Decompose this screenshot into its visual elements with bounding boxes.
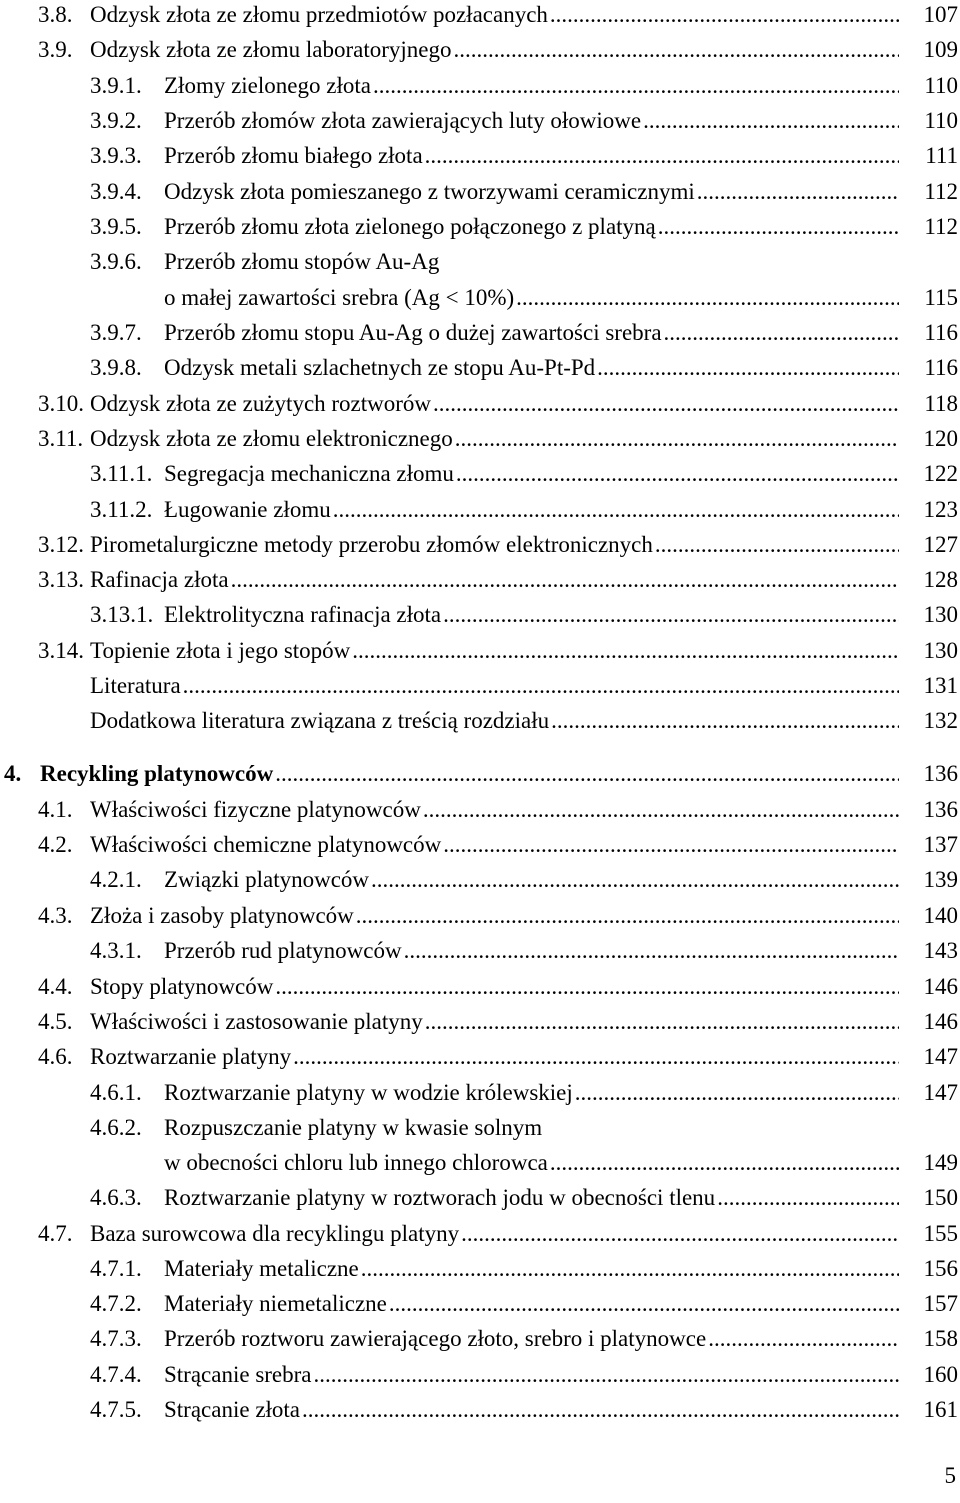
toc-entry-number: 3.9.8.	[90, 355, 142, 380]
toc-entry-page: 160	[923, 1362, 958, 1387]
dot-leader	[425, 143, 899, 169]
dot-leader	[643, 108, 899, 134]
toc-entry-title: Właściwości chemiczne platynowców	[90, 832, 442, 857]
toc-entry	[0, 1395, 960, 1430]
toc-entry	[0, 1078, 960, 1113]
toc-entry-title: Literatura	[90, 673, 181, 698]
toc-entry-title: Baza surowcowa dla recyklingu platyny	[90, 1221, 460, 1246]
toc-entry-page: 111	[925, 143, 958, 168]
toc-entry	[0, 71, 960, 106]
toc-entry-page: 136	[923, 797, 958, 822]
dot-leader	[275, 974, 899, 1000]
toc-entry-number: 4.7.1.	[90, 1256, 142, 1281]
toc-entry	[0, 177, 960, 212]
toc-entry	[0, 1289, 960, 1324]
toc-entry-title: Dodatkowa literatura związana z treścią rozdziału	[90, 708, 550, 733]
toc-entry	[0, 795, 960, 830]
dot-leader	[658, 214, 899, 240]
dot-leader	[697, 179, 899, 205]
toc-entry-title: Złomy zielonego złota	[164, 73, 371, 98]
toc-entry-number: 3.11.2.	[90, 497, 153, 522]
toc-entry-number: 3.13.1.	[90, 602, 154, 627]
toc-entry-page: 146	[923, 1009, 958, 1034]
toc-entry-title: Strącanie złota	[164, 1397, 301, 1422]
toc-entry	[0, 1113, 960, 1148]
toc-entry-title: Właściwości i zastosowanie platyny	[90, 1009, 423, 1034]
toc-entry-number: 3.9.1.	[90, 73, 142, 98]
toc-entry-number: 3.10.	[38, 391, 84, 416]
toc-entry-title: Właściwości fizyczne platynowców	[90, 797, 421, 822]
toc-entry	[0, 212, 960, 247]
toc-entry	[0, 865, 960, 900]
toc-entry-number: 4.6.	[38, 1044, 73, 1069]
toc-entry-page: 143	[923, 938, 958, 963]
dot-leader	[550, 2, 899, 28]
dot-leader	[314, 1362, 899, 1388]
toc-entry-number: 3.9.5.	[90, 214, 142, 239]
toc-entry-title: Przerób złomu stopu Au-Ag o dużej zawartości srebra	[164, 320, 662, 345]
toc-entry-number: 3.9.2.	[90, 108, 142, 133]
toc-entry	[0, 830, 960, 865]
toc-entry-page: 161	[923, 1397, 958, 1422]
toc-entry-number: 4.4.	[38, 974, 73, 999]
toc-entry-page: 107	[923, 2, 958, 27]
toc-entry-title: Złoża i zasoby platynowców	[90, 903, 354, 928]
toc-entry-page: 120	[923, 426, 958, 451]
toc-entry-page: 130	[923, 602, 958, 627]
toc-entry	[0, 353, 960, 388]
toc-entry-page: 115	[924, 285, 958, 310]
toc-entry-title: Rafinacja złota	[90, 567, 229, 592]
dot-leader	[361, 1256, 899, 1282]
toc-entry-page: 130	[923, 638, 958, 663]
toc-entry-number: 3.9.	[38, 37, 73, 62]
toc-entry	[0, 0, 960, 35]
toc-entry-title: Stopy platynowców	[90, 974, 274, 999]
toc-entry	[0, 600, 960, 635]
toc-entry	[0, 106, 960, 141]
toc-entry-title: Strącanie srebra	[164, 1362, 312, 1387]
toc-entry-title: Odzysk metali szlachetnych ze stopu Au-Pt-Pd	[164, 355, 596, 380]
toc-entry-number: 4.	[4, 761, 22, 786]
toc-entry	[0, 495, 960, 530]
toc-entry-number: 3.9.4.	[90, 179, 142, 204]
toc-entry	[0, 389, 960, 424]
toc-entry	[0, 936, 960, 971]
toc-entry-number: 3.13.	[38, 567, 84, 592]
toc-entry-number: 4.2.	[38, 832, 73, 857]
dot-leader	[550, 1150, 899, 1176]
toc-entry-page: 128	[923, 567, 958, 592]
dot-leader	[664, 320, 899, 346]
dot-leader	[423, 797, 899, 823]
dot-leader	[275, 761, 899, 787]
toc-entry	[0, 424, 960, 459]
toc-entry-title: Roztwarzanie platyny w wodzie królewskiej	[164, 1080, 573, 1105]
toc-entry-title: Ługowanie złomu	[164, 497, 331, 522]
toc-entry-number: 3.14.	[38, 638, 84, 663]
toc-entry	[0, 565, 960, 600]
toc-entry-title: Topienie złota i jego stopów	[90, 638, 351, 663]
toc-entry-page: 136	[923, 761, 958, 786]
toc-entry-number: 4.7.4.	[90, 1362, 142, 1387]
toc-entry-page: 147	[923, 1044, 958, 1069]
toc-entry	[0, 35, 960, 70]
toc-entry-title: Recykling platynowców	[40, 761, 274, 786]
toc-entry-title: Pirometalurgiczne metody przerobu złomów elektronicznych	[90, 532, 653, 557]
dot-leader	[404, 938, 899, 964]
toc-entry	[0, 901, 960, 936]
dot-leader	[371, 867, 899, 893]
toc-entry	[0, 972, 960, 1007]
toc-entry	[0, 1254, 960, 1289]
toc-entry-page: 137	[923, 832, 958, 857]
toc-entry-number: 4.6.3.	[90, 1185, 142, 1210]
toc-entry-title: Roztwarzanie platyny	[90, 1044, 292, 1069]
toc-entry-page: 158	[923, 1326, 958, 1351]
toc-entry-page: 110	[924, 108, 958, 133]
dot-leader	[333, 497, 899, 523]
toc-entry-number: 4.2.1.	[90, 867, 142, 892]
dot-leader	[455, 426, 899, 452]
toc-entry	[0, 318, 960, 353]
toc-entry-number: 4.1.	[38, 797, 73, 822]
dot-leader	[183, 673, 899, 699]
dot-leader	[352, 638, 899, 664]
dot-leader	[443, 602, 899, 628]
toc-entry-title: Przerób złomu stopów Au-Ag	[164, 249, 440, 274]
toc-entry-page: 116	[924, 320, 958, 345]
toc-entry-page: 118	[924, 391, 958, 416]
toc-entry-page: 157	[923, 1291, 958, 1316]
toc-entry	[0, 1219, 960, 1254]
toc-entry-number: 3.9.6.	[90, 249, 142, 274]
toc-entry-title: Elektrolityczna rafinacja złota	[164, 602, 442, 627]
toc-entry-page: 156	[923, 1256, 958, 1281]
toc-entry-number: 4.5.	[38, 1009, 73, 1034]
toc-entry	[0, 530, 960, 565]
toc-entry	[0, 1007, 960, 1042]
dot-leader	[231, 567, 899, 593]
dot-leader	[293, 1044, 899, 1070]
toc-entry-page: 155	[923, 1221, 958, 1246]
toc-entry-title: Odzysk złota ze zużytych roztworów	[90, 391, 432, 416]
toc-entry-number: 4.3.1.	[90, 938, 142, 963]
toc-entry-number: 4.6.2.	[90, 1115, 142, 1140]
toc-entry	[0, 1042, 960, 1077]
toc-entry-title: Odzysk złota ze złomu laboratoryjnego	[90, 37, 452, 62]
dot-leader	[454, 37, 900, 63]
toc-entry-title: Przerób rud platynowców	[164, 938, 402, 963]
dot-leader	[516, 285, 899, 311]
dot-leader	[597, 355, 899, 381]
toc-entry-number: 3.12.	[38, 532, 84, 557]
dot-leader	[461, 1221, 899, 1247]
dot-leader	[302, 1397, 899, 1423]
toc-entry-page: 139	[923, 867, 958, 892]
toc-entry-page: 131	[923, 673, 958, 698]
toc-entry-page: 147	[923, 1080, 958, 1105]
toc-entry-number: 3.9.7.	[90, 320, 142, 345]
toc-entry-title: Przerób złomu białego złota	[164, 143, 423, 168]
dot-leader	[425, 1009, 899, 1035]
dot-leader	[575, 1080, 899, 1106]
toc-entry-page: 122	[923, 461, 958, 486]
toc-entry-page: 123	[923, 497, 958, 522]
toc-entry-number: 4.7.5.	[90, 1397, 142, 1422]
toc-entry-number: 4.7.3.	[90, 1326, 142, 1351]
toc-entry-title: Roztwarzanie platyny w roztworach jodu w obecności tlenu	[164, 1185, 716, 1210]
toc-entry	[0, 141, 960, 176]
toc-entry-title: Materiały niemetaliczne	[164, 1291, 387, 1316]
toc-entry-title: o małej zawartości srebra (Ag < 10%)	[164, 285, 515, 310]
dot-leader	[456, 461, 899, 487]
toc-entry-title: Odzysk złota ze złomu elektronicznego	[90, 426, 453, 451]
toc-entry-title: Materiały metaliczne	[164, 1256, 359, 1281]
toc-entry-page: 150	[923, 1185, 958, 1210]
dot-leader	[373, 73, 899, 99]
dot-leader	[356, 903, 899, 929]
page-number: 5	[944, 1463, 956, 1488]
dot-leader	[708, 1326, 899, 1352]
toc-entry-page: 116	[924, 355, 958, 380]
dot-leader	[655, 532, 899, 558]
toc-entry-page: 109	[923, 37, 958, 62]
toc-entry-title: Odzysk złota pomieszanego z tworzywami ceramicznymi	[164, 179, 695, 204]
toc-entry-number: 4.6.1.	[90, 1080, 142, 1105]
toc-entry-title: Związki platynowców	[164, 867, 370, 892]
toc-entry-title: Rozpuszczanie platyny w kwasie solnym	[164, 1115, 543, 1140]
toc-entry-page: 110	[924, 73, 958, 98]
toc-entry-number: 3.9.3.	[90, 143, 142, 168]
toc-entry-number: 3.11.1.	[90, 461, 153, 486]
toc-entry	[0, 671, 960, 706]
toc-entry	[0, 1148, 960, 1183]
dot-leader	[443, 832, 899, 858]
toc-entry-page: 112	[924, 179, 958, 204]
toc-entry-page: 127	[923, 532, 958, 557]
dot-leader	[551, 708, 899, 734]
toc-entry-title: Odzysk złota ze złomu przedmiotów pozłacanych	[90, 2, 548, 27]
toc-entry-page: 140	[923, 903, 958, 928]
toc-entry	[0, 247, 960, 282]
toc-entry-page: 146	[923, 974, 958, 999]
toc-entry-title: Przerób złomów złota zawierających luty ołowiowe	[164, 108, 642, 133]
toc-entry-number: 4.7.2.	[90, 1291, 142, 1316]
toc-entry	[0, 1324, 960, 1359]
toc-entry	[0, 459, 960, 494]
toc-entry	[0, 1360, 960, 1395]
toc-entry-page: 132	[923, 708, 958, 733]
toc-entry-page: 112	[924, 214, 958, 239]
toc-entry-title: Przerób złomu złota zielonego połączonego z platyną	[164, 214, 656, 239]
toc-entry	[0, 706, 960, 741]
dot-leader	[433, 391, 899, 417]
toc-entry-page: 149	[923, 1150, 958, 1175]
toc-entry	[0, 1183, 960, 1218]
toc-entry	[0, 759, 960, 794]
toc-entry	[0, 283, 960, 318]
toc-entry-title: Segregacja mechaniczna złomu	[164, 461, 454, 486]
toc-entry-title: w obecności chloru lub innego chlorowca	[164, 1150, 548, 1175]
toc-entry-number: 4.3.	[38, 903, 73, 928]
dot-leader	[389, 1291, 899, 1317]
toc-entry-number: 3.8.	[38, 2, 73, 27]
dot-leader	[717, 1185, 899, 1211]
toc-entry-number: 4.7.	[38, 1221, 73, 1246]
toc-entry	[0, 636, 960, 671]
toc-entry-number: 3.11.	[38, 426, 84, 451]
toc-entry-title: Przerób roztworu zawierającego złoto, srebro i platynowce	[164, 1326, 707, 1351]
